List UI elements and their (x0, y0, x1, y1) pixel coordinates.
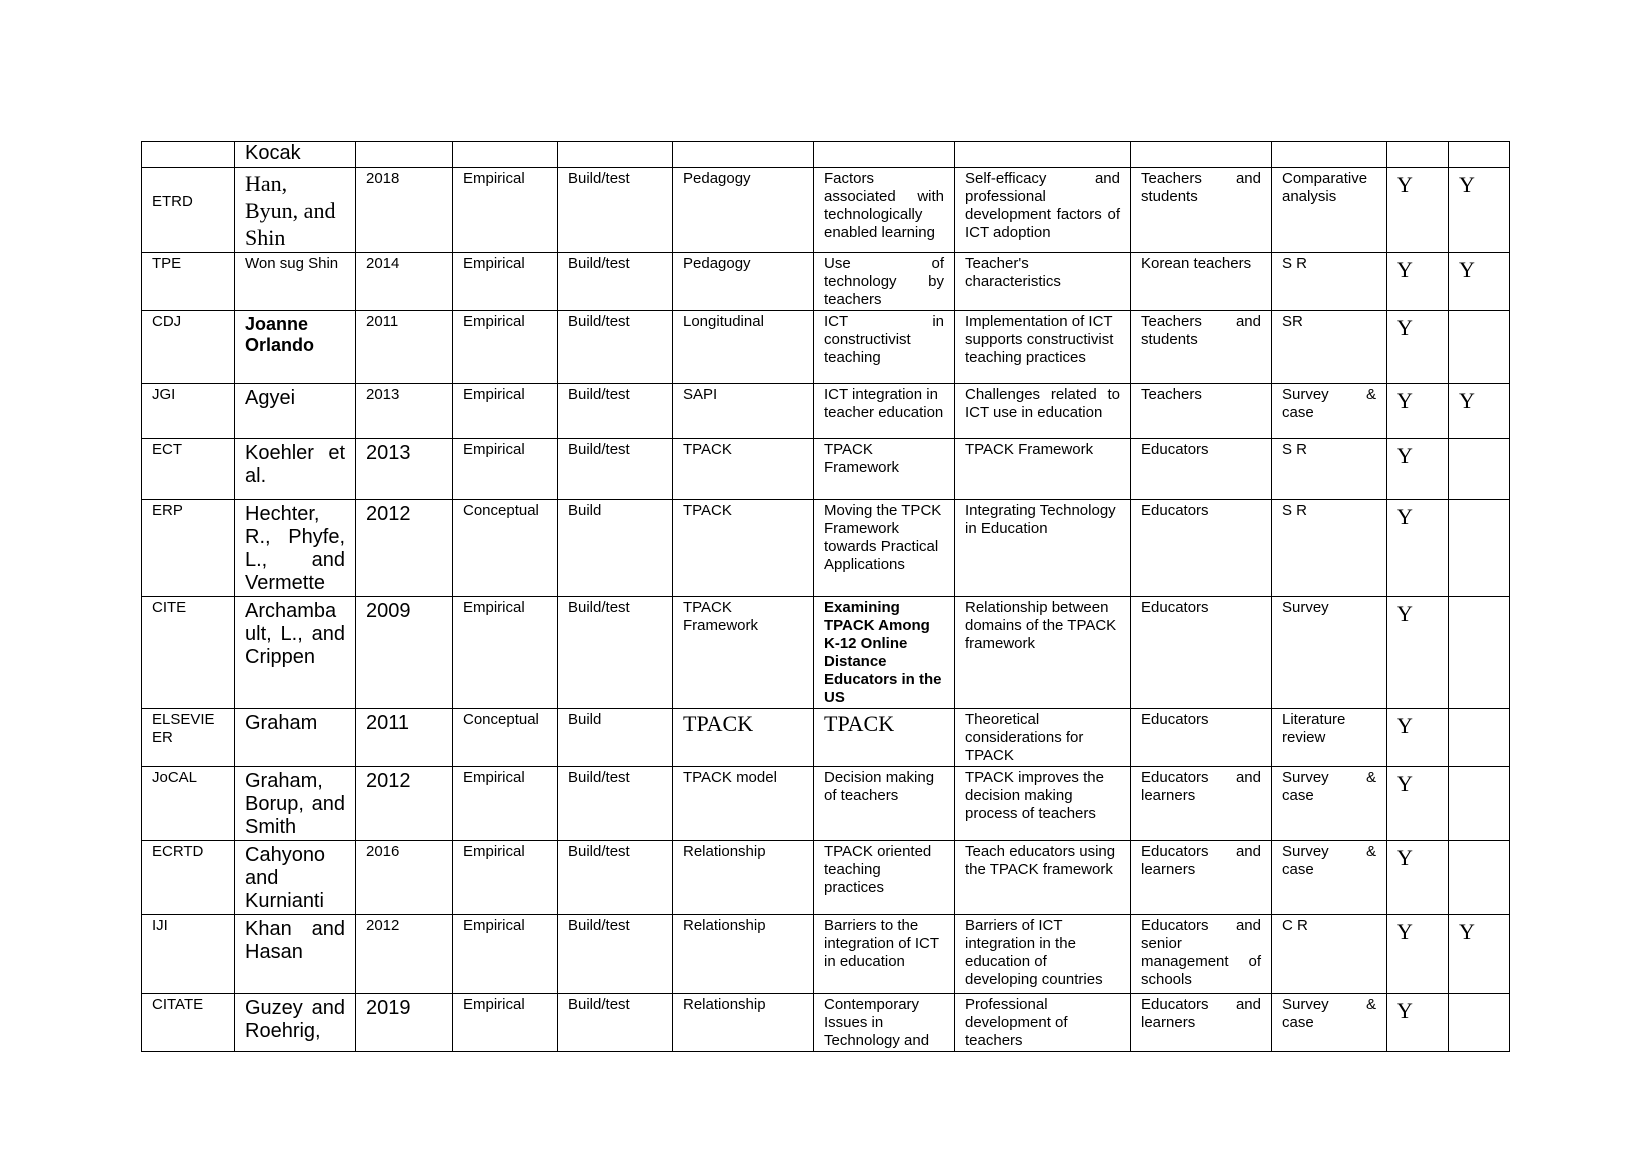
finding-cell: Challenges related to ICT use in education (955, 384, 1131, 439)
y2-cell: Y (1449, 915, 1510, 994)
topic-cell: Use of technology by teachers (814, 253, 955, 311)
participants-cell: Korean teachers (1131, 253, 1272, 311)
finding-cell: Self-efficacy and professional development factors of ICT adoption (955, 168, 1131, 253)
topic-cell: Barriers to the integration of ICT in education (814, 915, 955, 994)
focus-cell: TPACK model (673, 767, 814, 841)
finding-cell: Teacher's characteristics (955, 253, 1131, 311)
method-cell: Survey & case (1272, 384, 1387, 439)
year-cell: 2009 (356, 597, 453, 709)
y2-cell (1449, 500, 1510, 597)
finding-cell: Theoretical considerations for TPACK (955, 709, 1131, 767)
journal-cell: ERP (142, 500, 235, 597)
focus-cell: SAPI (673, 384, 814, 439)
author-cell: Archambault, L., and Crippen (235, 597, 356, 709)
y1-cell: Y (1387, 384, 1449, 439)
topic-cell: ICT integration in teacher education (814, 384, 955, 439)
y1-cell (1387, 142, 1449, 168)
author-cell: Guzey and Roehrig, (235, 994, 356, 1052)
topic-cell: Factors associated with technologically enabled learning (814, 168, 955, 253)
year-cell: 2013 (356, 439, 453, 500)
y2-cell (1449, 597, 1510, 709)
author-cell: Hechter, R., Phyfe, L., and Vermette (235, 500, 356, 597)
participants-cell: Teachers and students (1131, 168, 1272, 253)
table-row (142, 841, 1510, 915)
table-row (142, 253, 1510, 311)
y1-cell: Y (1387, 915, 1449, 994)
y2-cell (1449, 709, 1510, 767)
method-cell: S R (1272, 253, 1387, 311)
finding-cell: Implementation of ICT supports constructivist teaching practices (955, 311, 1131, 384)
y2-cell (1449, 439, 1510, 500)
journal-cell: JoCAL (142, 767, 235, 841)
type-cell: Empirical (453, 168, 558, 253)
focus-cell: TPACK (673, 709, 814, 767)
focus-cell: Relationship (673, 915, 814, 994)
type-cell: Empirical (453, 311, 558, 384)
type-cell: Empirical (453, 597, 558, 709)
approach-cell: Build/test (558, 439, 673, 500)
approach-cell: Build/test (558, 253, 673, 311)
year-cell: 2012 (356, 915, 453, 994)
method-cell: Comparative analysis (1272, 168, 1387, 253)
y1-cell: Y (1387, 994, 1449, 1052)
y2-cell (1449, 994, 1510, 1052)
y2-cell: Y (1449, 253, 1510, 311)
method-cell (1272, 142, 1387, 168)
topic-cell: Contemporary Issues in Technology and (814, 994, 955, 1052)
approach-cell: Build/test (558, 168, 673, 253)
y1-cell: Y (1387, 767, 1449, 841)
table-row (142, 500, 1510, 597)
journal-cell: TPE (142, 253, 235, 311)
participants-cell (1131, 142, 1272, 168)
method-cell: Survey (1272, 597, 1387, 709)
type-cell: Conceptual (453, 500, 558, 597)
author-cell: Kocak (235, 142, 356, 168)
participants-cell: Educators (1131, 500, 1272, 597)
table-row (142, 767, 1510, 841)
approach-cell: Build (558, 500, 673, 597)
type-cell: Empirical (453, 915, 558, 994)
y1-cell: Y (1387, 500, 1449, 597)
participants-cell: Educators and senior management of schools (1131, 915, 1272, 994)
table-row (142, 439, 1510, 500)
focus-cell: TPACK (673, 439, 814, 500)
approach-cell: Build/test (558, 841, 673, 915)
approach-cell: Build (558, 709, 673, 767)
participants-cell: Teachers (1131, 384, 1272, 439)
author-cell: Won sug Shin (235, 253, 356, 311)
year-cell: 2019 (356, 994, 453, 1052)
topic-cell: Examining TPACK Among K-12 Online Distance Educators in the US (814, 597, 955, 709)
y2-cell (1449, 767, 1510, 841)
author-cell: Koehler et al. (235, 439, 356, 500)
approach-cell (558, 142, 673, 168)
finding-cell: Professional development of teachers (955, 994, 1131, 1052)
finding-cell: TPACK improves the decision making process of teachers (955, 767, 1131, 841)
approach-cell: Build/test (558, 311, 673, 384)
focus-cell: Pedagogy (673, 168, 814, 253)
year-cell: 2014 (356, 253, 453, 311)
approach-cell: Build/test (558, 915, 673, 994)
type-cell: Empirical (453, 253, 558, 311)
focus-cell: Relationship (673, 994, 814, 1052)
year-cell (356, 142, 453, 168)
year-cell: 2011 (356, 311, 453, 384)
finding-cell: Integrating Technology in Education (955, 500, 1131, 597)
author-cell: Joanne Orlando (235, 311, 356, 384)
method-cell: S R (1272, 439, 1387, 500)
approach-cell: Build/test (558, 597, 673, 709)
method-cell: C R (1272, 915, 1387, 994)
topic-cell (814, 142, 955, 168)
finding-cell: Barriers of ICT integration in the education of developing countries (955, 915, 1131, 994)
participants-cell: Educators (1131, 439, 1272, 500)
table-row (142, 915, 1510, 994)
type-cell: Conceptual (453, 709, 558, 767)
approach-cell: Build/test (558, 994, 673, 1052)
y1-cell: Y (1387, 597, 1449, 709)
journal-cell: CITE (142, 597, 235, 709)
participants-cell: Educators and learners (1131, 841, 1272, 915)
author-cell: Agyei (235, 384, 356, 439)
literature-review-table (141, 141, 1510, 1052)
table-row (142, 311, 1510, 384)
journal-cell: ECT (142, 439, 235, 500)
finding-cell: Relationship between domains of the TPACK framework (955, 597, 1131, 709)
year-cell: 2012 (356, 767, 453, 841)
finding-cell: TPACK Framework (955, 439, 1131, 500)
participants-cell: Educators (1131, 597, 1272, 709)
y1-cell: Y (1387, 168, 1449, 253)
author-cell: Cahyono and Kurnianti (235, 841, 356, 915)
journal-cell: CDJ (142, 311, 235, 384)
year-cell: 2012 (356, 500, 453, 597)
y1-cell: Y (1387, 841, 1449, 915)
participants-cell: Educators and learners (1131, 994, 1272, 1052)
type-cell (453, 142, 558, 168)
year-cell: 2011 (356, 709, 453, 767)
approach-cell: Build/test (558, 767, 673, 841)
year-cell: 2013 (356, 384, 453, 439)
y1-cell: Y (1387, 709, 1449, 767)
table-row (142, 597, 1510, 709)
journal-cell (142, 142, 235, 168)
author-cell: Khan and Hasan (235, 915, 356, 994)
y2-cell (1449, 841, 1510, 915)
finding-cell (955, 142, 1131, 168)
topic-cell: TPACK oriented teaching practices (814, 841, 955, 915)
focus-cell: Pedagogy (673, 253, 814, 311)
table-row (142, 709, 1510, 767)
participants-cell: Teachers and students (1131, 311, 1272, 384)
focus-cell: Relationship (673, 841, 814, 915)
y2-cell: Y (1449, 168, 1510, 253)
method-cell: Survey & case (1272, 841, 1387, 915)
y2-cell (1449, 142, 1510, 168)
method-cell: S R (1272, 500, 1387, 597)
author-cell: Graham (235, 709, 356, 767)
topic-cell: Moving the TPCK Framework towards Practical Applications (814, 500, 955, 597)
table-row (142, 168, 1510, 253)
topic-cell: ICT in constructivist teaching (814, 311, 955, 384)
y1-cell: Y (1387, 311, 1449, 384)
table-row (142, 142, 1510, 168)
journal-cell: IJI (142, 915, 235, 994)
topic-cell: Decision making of teachers (814, 767, 955, 841)
participants-cell: Educators (1131, 709, 1272, 767)
year-cell: 2018 (356, 168, 453, 253)
type-cell: Empirical (453, 384, 558, 439)
journal-cell: ECRTD (142, 841, 235, 915)
type-cell: Empirical (453, 841, 558, 915)
method-cell: Survey & case (1272, 994, 1387, 1052)
finding-cell: Teach educators using the TPACK framework (955, 841, 1131, 915)
table-row (142, 994, 1510, 1052)
focus-cell: TPACK Framework (673, 597, 814, 709)
author-cell: Graham, Borup, and Smith (235, 767, 356, 841)
journal-cell: ELSEVIEER (142, 709, 235, 767)
journal-cell: JGI (142, 384, 235, 439)
journal-cell: CITATE (142, 994, 235, 1052)
journal-cell: ETRD (142, 168, 235, 253)
type-cell: Empirical (453, 767, 558, 841)
y1-cell: Y (1387, 253, 1449, 311)
type-cell: Empirical (453, 439, 558, 500)
focus-cell (673, 142, 814, 168)
type-cell: Empirical (453, 994, 558, 1052)
y2-cell: Y (1449, 384, 1510, 439)
table-row (142, 384, 1510, 439)
method-cell: Literature review (1272, 709, 1387, 767)
year-cell: 2016 (356, 841, 453, 915)
topic-cell: TPACK Framework (814, 439, 955, 500)
participants-cell: Educators and learners (1131, 767, 1272, 841)
author-cell: Han, Byun, and Shin (235, 168, 356, 253)
focus-cell: TPACK (673, 500, 814, 597)
method-cell: Survey & case (1272, 767, 1387, 841)
topic-cell: TPACK (814, 709, 955, 767)
y1-cell: Y (1387, 439, 1449, 500)
method-cell: SR (1272, 311, 1387, 384)
approach-cell: Build/test (558, 384, 673, 439)
y2-cell (1449, 311, 1510, 384)
focus-cell: Longitudinal (673, 311, 814, 384)
